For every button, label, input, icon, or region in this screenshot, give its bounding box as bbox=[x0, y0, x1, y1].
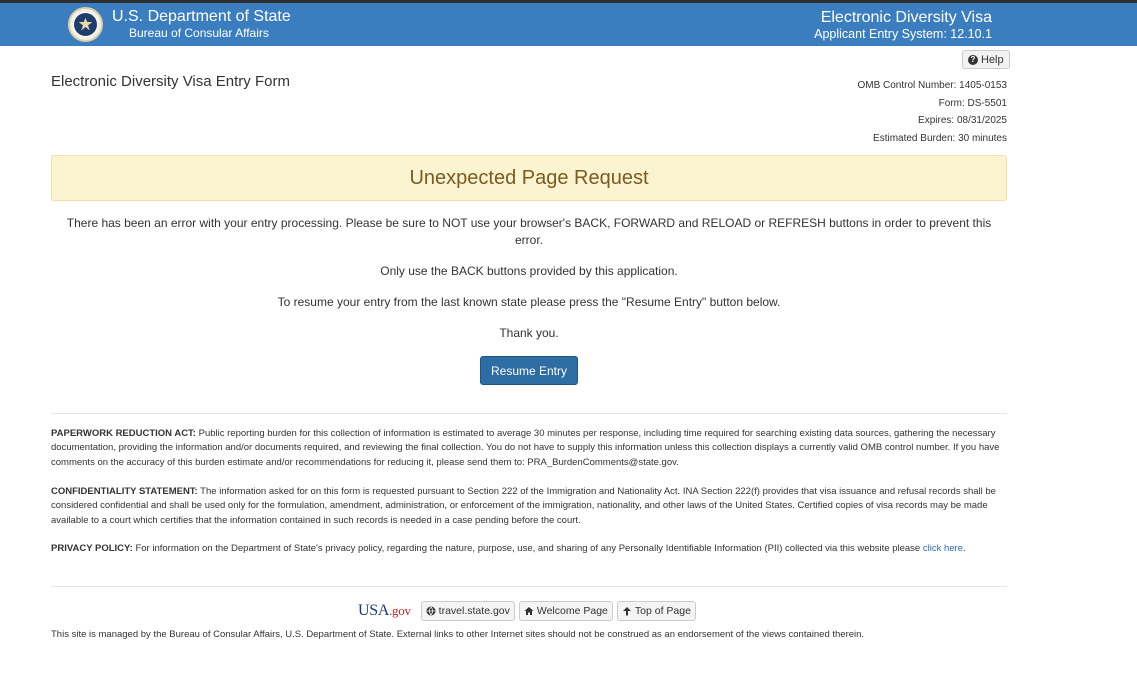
footer-links bbox=[358, 600, 696, 622]
estimated-burden: Estimated Burden: 30 minutes bbox=[873, 132, 1007, 144]
help-button[interactable] bbox=[962, 50, 1010, 69]
page-title: Electronic Diversity Visa Entry Form bbox=[51, 73, 290, 90]
pra-text: Public reporting burden for this collection of information is estimated to average 30 minutes per response, including time required for searching existing data sources, gathering the necessary documentation, providing the information and/or documents required, and reviewing the final collection. You do not have to supply this information unless this collection displays a currently valid OMB control number. If you have comments on the accuracy of this burden estimate and/or recommendations for reducing it, please send them to: PRA_BurdenComments@state.gov. bbox=[51, 428, 1000, 468]
app-title: Electronic Diversity Visa bbox=[820, 9, 992, 26]
home-icon bbox=[524, 606, 534, 616]
paperwork-reduction-act bbox=[51, 427, 1007, 470]
privacy-policy bbox=[51, 542, 1007, 556]
usa-gov-main: USA bbox=[358, 602, 390, 619]
error-message: There has been an error with your entry processing. Please be sure to NOT use your browser's BACK, FORWARD and RELOAD or REFRESH buttons in order to prevent this error. bbox=[66, 216, 992, 247]
form-number: Form: DS-5501 bbox=[938, 97, 1007, 109]
top-of-page-button[interactable] bbox=[617, 601, 696, 621]
pra-heading: PAPERWORK REDUCTION ACT: bbox=[51, 428, 196, 439]
confidentiality-statement bbox=[51, 485, 1007, 528]
privacy-heading: PRIVACY POLICY: bbox=[51, 543, 133, 554]
usa-gov-logo[interactable] bbox=[358, 602, 411, 620]
welcome-page-button[interactable] bbox=[519, 601, 613, 621]
resume-entry-button[interactable]: Resume Entry bbox=[480, 356, 578, 385]
state-department-seal-icon bbox=[68, 7, 103, 42]
top-label: Top of Page bbox=[634, 605, 691, 617]
omb-control-number: OMB Control Number: 1405-0153 bbox=[857, 80, 1007, 91]
back-button-note: Only use the BACK buttons provided by this application. bbox=[380, 264, 678, 278]
expiration-date: Expires: 08/31/2025 bbox=[918, 115, 1007, 126]
department-name: U.S. Department of State bbox=[112, 8, 291, 25]
privacy-click-here-link[interactable]: click here bbox=[922, 543, 963, 554]
divider bbox=[51, 413, 1007, 414]
usa-gov-suffix: .gov bbox=[389, 603, 411, 618]
site-header bbox=[0, 3, 1137, 46]
welcome-label: Welcome Page bbox=[536, 605, 608, 617]
resume-instructions: To resume your entry from the last known state please press the "Resume Entry" button below. bbox=[277, 295, 781, 309]
confidentiality-heading: CONFIDENTIALITY STATEMENT: bbox=[51, 486, 198, 497]
omb-info bbox=[857, 77, 1007, 147]
confidentiality-text: The information asked for on this form is requested pursuant to Section 222 of the Immigration and Nationality Act. INA Section 222(f) provides that visa issuance and refusal records shall be considered confidential and shall be used only for the formulation, amendment, administration, or enforcement of the immigration, nationality, and other laws of the United States. Certified copies of visa records may be made available to a court which certifies that the information contained in such records is needed in a case pending before the court. bbox=[51, 486, 996, 526]
app-version: Applicant Entry System: 12.10.1 bbox=[814, 27, 992, 41]
help-label: Help bbox=[981, 53, 1004, 66]
bureau-name: Bureau of Consular Affairs bbox=[129, 26, 269, 40]
globe-icon bbox=[426, 606, 436, 616]
travel-state-gov-button[interactable] bbox=[421, 601, 515, 621]
thank-you-text: Thank you. bbox=[499, 326, 559, 340]
privacy-text-end: . bbox=[962, 543, 966, 554]
question-icon: ? bbox=[968, 55, 978, 65]
footer-divider bbox=[51, 586, 1007, 587]
arrow-up-icon bbox=[622, 606, 632, 616]
footer-disclaimer: This site is managed by the Bureau of Consular Affairs, U.S. Department of State. External links to other Internet sites should not be construed as an endorsement of the views contained therein. bbox=[51, 629, 865, 640]
privacy-text: For information on the Department of State's privacy policy, regarding the nature, purpose, use, and sharing of any Personally Identifiable Information (PII) collected via this website please bbox=[132, 543, 923, 554]
error-alert bbox=[51, 155, 1007, 201]
travel-label: travel.state.gov bbox=[438, 605, 510, 617]
alert-title: Unexpected Page Request bbox=[409, 166, 649, 189]
